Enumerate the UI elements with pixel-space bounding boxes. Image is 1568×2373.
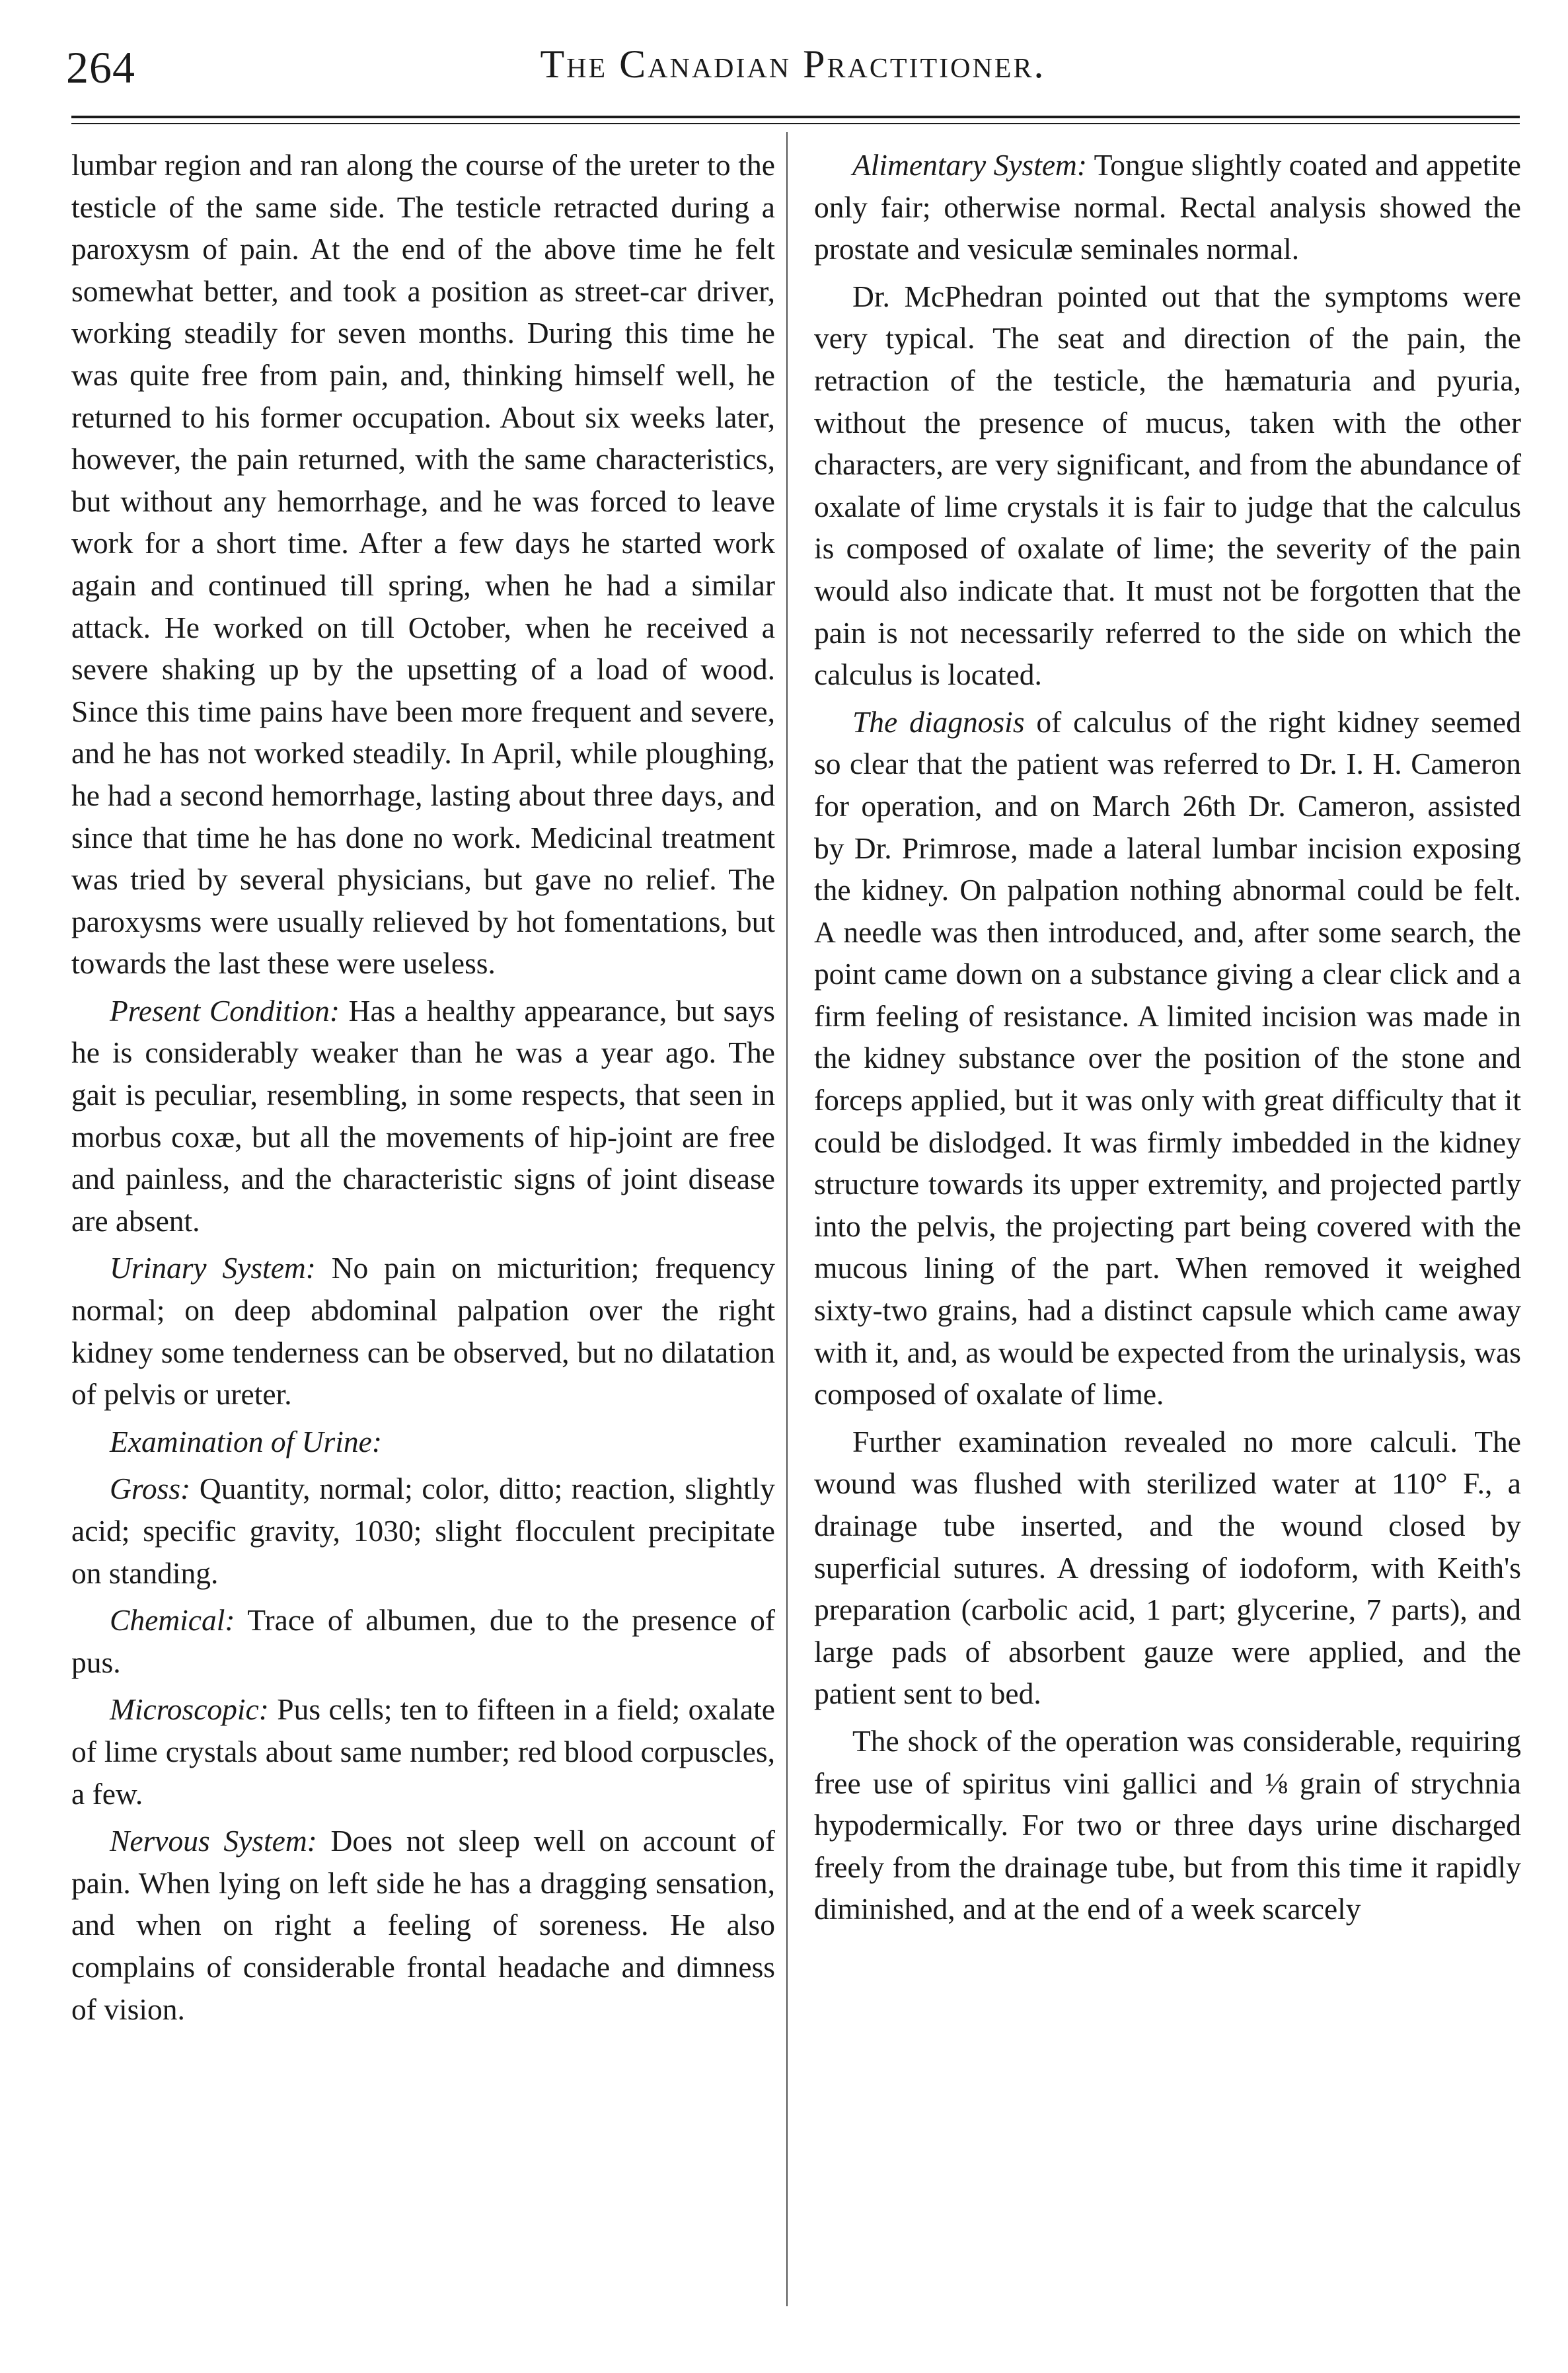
text-diagnosis-operation: of calculus of the right kidney seemed so clear that the patient was referred to Dr. I. H. Cameron for operation, and on March 26th Dr. Cameron, assisted by Dr. Primrose, made a lateral lumbar incision exposing the kidney. On palpation nothing abnormal could be felt. A needle was then introduced, and, after some search, the point came down on a substance giving a clear click and a firm feeling of resistance. A limited incision was made in the kidney substance over the position of the stone and forceps applied, but it was only with great difficulty that it could be dislodged. It was firmly imbedded in the kidney structure towards its upper extremity, and projected partly into the pelvis, the projecting part being covered with the mucous lining of the part. When removed it weighed sixty-two grains, had a distinct capsule which came away with it, and, as would be expected from the urinalysis, was composed of oxalate of lime. <box>814 704 1521 1412</box>
paragraph-microscopic <box>71 1688 775 1815</box>
paragraph-examination-of-urine <box>71 1421 775 1463</box>
left-column <box>71 144 775 2035</box>
text-microscopic: Pus cells; ten to fifteen in a field; oxalate of lime crystals about same number; red blood corpuscles, a few. <box>71 1692 775 1811</box>
text-alimentary-system: Tongue slightly coated and appetite only fair; otherwise normal. Rectal analysis showed the prostate and vesiculæ seminales normal. <box>814 148 1521 266</box>
heading-microscopic: Microscopic: <box>110 1692 269 1727</box>
paragraph-present-condition <box>71 990 775 1242</box>
heading-diagnosis: The diagnosis <box>852 704 1025 739</box>
text-gross: Quantity, normal; color, ditto; reaction, slightly acid; specific gravity, 1030; slight flocculent precipitate on standing. <box>71 1472 775 1590</box>
paragraph-diagnosis-operation <box>814 701 1521 1415</box>
paragraph-postoperative-shock: The shock of the operation was considerable, requiring free use of spiritus vini gallici and ⅛ grain of strychnia hypodermically. For two or three days urine discharged freely from the drainage tube, but from this time it rapidly diminished, and at the end of a week scarcely <box>814 1723 1521 1926</box>
paragraph-gross <box>71 1468 775 1594</box>
heading-chemical: Chemical: <box>110 1603 235 1638</box>
paragraph-nervous-system <box>71 1820 775 2030</box>
heading-urinary-system: Urinary System: <box>110 1251 316 1285</box>
column-divider <box>786 132 788 2306</box>
text-chemical: Trace of albumen, due to the presence of pus. <box>71 1603 775 1679</box>
text-nervous-system: Does not sleep well on account of pain. When lying on left side he has a dragging sensation, and when on right a feeling of soreness. He also complains of considerable frontal headache and dimness of vision. <box>71 1824 775 2026</box>
heading-nervous-system: Nervous System: <box>110 1824 317 1858</box>
paragraph-wound-dressing: Further examination revealed no more calculi. The wound was flushed with sterilized water at 110° F., a drainage tube inserted, and the wound closed by superficial sutures. A dressing of iodoform, with Keith's preparation (carbolic acid, 1 part; glycerine, 7 parts), and large pads of absorbent gauze were applied, and the patient sent to bed. <box>814 1424 1521 1711</box>
running-title: The Canadian Practitioner. <box>540 42 1046 86</box>
page-header <box>66 36 1520 102</box>
header-rule-thin <box>71 123 1520 124</box>
right-column <box>814 144 1521 1936</box>
paragraph-alimentary-system <box>814 144 1521 270</box>
text-present-condition: Has a healthy appearance, but says he is considerably weaker than he was a year ago. The gait is peculiar, resembling, in some respects, that seen in morbus coxæ, but all the movements of hip-joint are free and painless, and the characteristic signs of joint disease are absent. <box>71 993 775 1238</box>
heading-gross: Gross: <box>110 1472 191 1506</box>
header-rule-thick <box>71 116 1520 118</box>
paragraph-chemical <box>71 1599 775 1683</box>
heading-alimentary-system: Alimentary System: <box>852 148 1088 182</box>
paragraph-mcphedran-remarks: Dr. McPhedran pointed out that the symptoms were very typical. The seat and direction of the pain, the retraction of the testicle, the hæmaturia and pyuria, without the presence of mucus, taken with the other characters, are very significant, and from the abundance of oxalate of lime crystals it is fair to judge that the calculus is composed of oxalate of lime; the severity of the pain would also indicate that. It must not be forgotten that the pain is not necessarily referred to the side on which the calculus is located. <box>814 279 1521 692</box>
page-number: 264 <box>66 42 135 93</box>
text-urinary-system: No pain on micturition; frequency normal; on deep abdominal palpation over the right kidney some tenderness can be observed, but no dilatation of pelvis or ureter. <box>71 1251 776 1412</box>
heading-examination-of-urine: Examination of Urine: <box>110 1424 382 1458</box>
paragraph-history-continued: lumbar region and ran along the course of the ureter to the testicle of the same side. The testicle retracted during a paroxysm of pain. At the end of the above time he felt somewhat better, and took a position as street-car driver, working steadily for seven months. During this time he was quite free from pain, and, thinking himself well, he returned to his former occupation. About six weeks later, however, the pain returned, with the same characteristics, but without any hemorrhage, and he was forced to leave work for a short time. After a few days he started work again and continued till spring, when he had a similar attack. He worked on till October, when he received a severe shaking up by the upsetting of a load of wood. Since this time pains have been more frequent and severe, and he has not worked steadily. In April, while ploughing, he had a second hemorrhage, lasting about three days, and since that time he has done no work. Medicinal treatment was tried by several physicians, but gave no relief. The paroxysms were usually relieved by hot fomentations, but towards the last these were useless. <box>71 148 775 981</box>
paragraph-urinary-system <box>71 1247 775 1415</box>
heading-present-condition: Present Condition: <box>110 993 340 1028</box>
